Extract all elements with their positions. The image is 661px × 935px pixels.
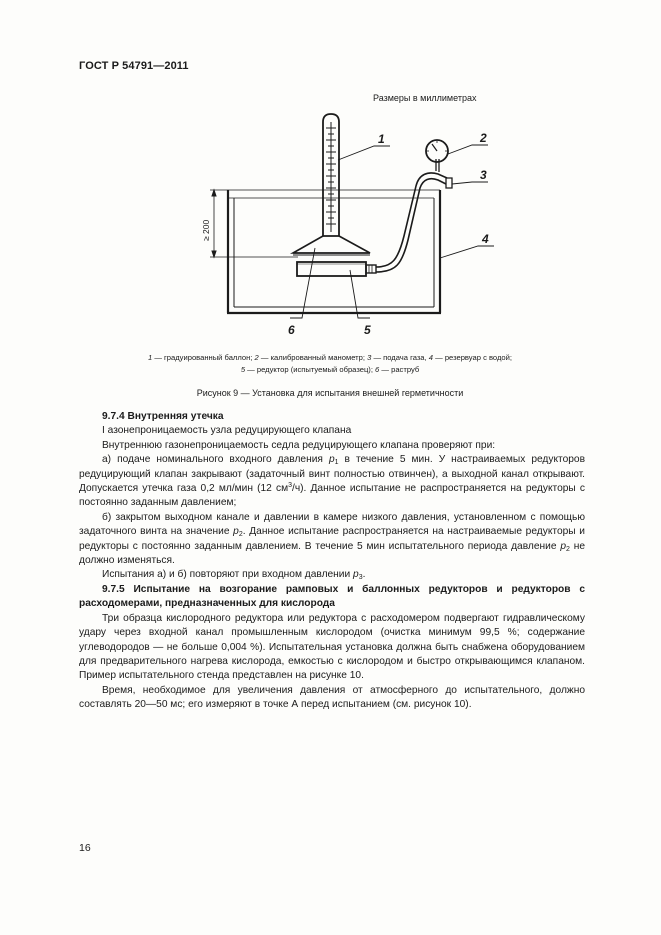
figure-legend-line-1 [80, 352, 580, 364]
text-run: а) подаче номинального входного давления [102, 454, 329, 466]
legend-num-2: 2 [254, 353, 259, 362]
legend-num-4: 4 [428, 353, 433, 362]
dimension-label: ≥ 200 [201, 219, 211, 241]
dimension-arrow [212, 190, 216, 257]
legend-num-1: 1 [147, 353, 153, 362]
pressure-gauge [426, 140, 448, 162]
dimension-note: Размеры в миллиметрах [373, 93, 477, 103]
graduated-cylinder [323, 114, 339, 236]
callout-1: 1 [378, 132, 385, 146]
subscript: 2 [238, 531, 243, 539]
callout-leaders [290, 145, 494, 318]
callout-4: 4 [482, 232, 489, 246]
standard-number-header: ГОСТ Р 54791—2011 [79, 60, 189, 72]
callout-3: 3 [480, 168, 487, 182]
legend-text-2: — калиброванный манометр; [258, 353, 368, 362]
callout-5: 5 [364, 323, 371, 337]
callout-6: 6 [288, 323, 295, 337]
figure-9-diagram [190, 108, 530, 348]
paragraph: Время, необходимое для увеличения давления от атмосферного до испытательного, должно составлять 20—50 мс; его измеряют в точке А перед испытанием (см. рисунок 10). [79, 684, 585, 711]
text-run: . [362, 569, 366, 581]
funnel [293, 236, 370, 255]
figure-legend-line-2 [80, 364, 580, 376]
legend-text-3: — подача газа, [371, 353, 429, 362]
paragraph-item-a [79, 453, 585, 511]
superscript: 3 [288, 482, 293, 490]
paragraph: I азонепроницаемость узла редуцирующего клапана [102, 425, 352, 437]
test-setup-drawing [190, 108, 530, 348]
legend-text-1: — градуированный баллон; [152, 353, 255, 362]
subscript: 2 [565, 545, 570, 553]
water-reservoir [210, 190, 441, 313]
paragraph-item-b [79, 511, 585, 569]
paragraph: Внутреннюю газонепроницаемость седла редуцирующего клапана проверяют при: [102, 439, 496, 451]
text-run: /ч). Данное испытание не распространяется на редукторы с постоянно заданным давлением; [79, 483, 585, 509]
legend-text-6: — раструб [379, 365, 420, 374]
text-run: б) закрытом выходном канале и давлении в камере низкого давления, установленном с помощью задаточного винта на значение [79, 511, 585, 538]
text-run: не должно изменяться. [79, 540, 586, 567]
text-run: в течение 5 мин. У настраиваемых редукторов редуцирующий клапан закрывают (задаточный винт полностью отвинчен), а выходной канал открывают. Допускается утечка газа 0,2 мл/мин (12 см [79, 454, 586, 495]
body-text [79, 410, 585, 713]
text-run: Испытания а) и б) повторяют при входном давлении [102, 569, 354, 581]
legend-num-3: 3 [367, 353, 372, 362]
variable-p: p [560, 540, 566, 552]
paragraph: Три образца кислородного редуктора или редуктора с расходомером подвергают гидравлическому удару через входной канал промышленным кислородом (очистка минимум 99,5 %; содержание углеводородов — не больше 0,004 %). Испытательная установка должна быть снабжена оборудованием для предварительного нагрева кислорода, емкостью с кислородом и быстро открывающимся клапаном. Пример испытательного стенда представлен на рисунке 10. [79, 612, 585, 682]
legend-text-4: — резервуар с водой; [433, 353, 512, 362]
text-run: . Данное испытание распространяется на настраиваемые редукторы и редукторы с постоянно заданным давлением. В течение 5 мин испытательного периода давление [79, 526, 585, 552]
section-9-7-5-heading: 9.7.5 Испытание на возгорание рамповых и баллонных редукторов и редукторов с расходомерами, предназначенных для кислорода [79, 583, 585, 610]
callout-2: 2 [480, 131, 487, 145]
variable-p: p [328, 454, 335, 466]
figure-caption: Рисунок 9 — Установка для испытания внешней герметичности [196, 388, 464, 398]
variable-p: p [233, 526, 239, 538]
variable-p: p [353, 569, 359, 581]
section-9-7-4-heading: 9.7.4 Внутренняя утечка [102, 411, 224, 422]
paragraph-repeat [79, 568, 585, 582]
subscript: 3 [358, 574, 363, 582]
subscript: 1 [334, 459, 339, 467]
legend-text-5: — редуктор (испытуемый образец); [245, 365, 376, 374]
legend-num-5: 5 [240, 365, 246, 374]
page-number: 16 [79, 842, 91, 854]
reducer-specimen [297, 262, 376, 276]
legend-num-6: 6 [375, 365, 380, 374]
